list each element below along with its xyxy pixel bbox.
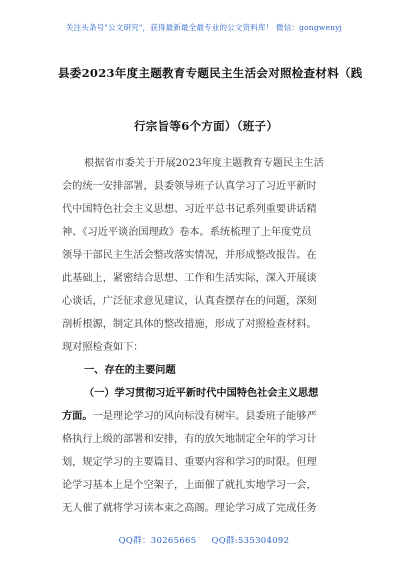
body-line: 领导干部民主生活会整改落实情况，并形成整改报告。在 <box>62 250 317 261</box>
subsection-paragraph <box>62 382 362 520</box>
body-line: 格执行上级的部署和安排，有的放矢地制定全年的学习计 <box>62 434 317 445</box>
body-line: 神、《习近平谈治国理政》卷本。系统梳理了上年度党员 <box>62 227 312 238</box>
body-line: 会的统一安排部署，县委领导班子认真学习了习近平新时 <box>62 181 317 192</box>
body-line <box>62 382 362 405</box>
body-line: 剖析根源，制定具体的整改措施，形成了对照检查材料。 <box>62 319 317 330</box>
document-body <box>62 152 362 520</box>
document-title-line-1: 县委2023年度主题教育专题民主生活会对照检查材料（践 <box>58 66 363 80</box>
footer-qq-group-1: QQ群：30265665 <box>118 536 197 546</box>
body-text: 一是理论学习的风向标没有树牢。县委班子能够严 <box>92 411 317 422</box>
footer-contact <box>0 534 408 546</box>
body-line: 现对照检查如下： <box>62 342 144 353</box>
body-line: 划，规定学习的主要篇目、重要内容和学习的时限。但理 <box>62 457 317 468</box>
body-line <box>62 405 362 428</box>
body-line: 论学习基本上是个空架子，上面催了就扎实地学习一会， <box>62 480 317 491</box>
body-line: 此基础上，紧密结合思想、工作和生活实际，深入开展谈 <box>62 273 317 284</box>
body-line: 无人催了就将学习读本束之高阁。理论学习成了完成任务 <box>62 503 317 514</box>
intro-paragraph <box>62 152 362 359</box>
body-line: 代中国特色社会主义思想、习近平总书记系列重要讲话精 <box>62 204 317 215</box>
body-line: 根据省市委关于开展2023年度主题教育专题民主生活 <box>84 158 324 169</box>
document-title-line-2: 行宗旨等6个方面）（班子） <box>134 119 279 133</box>
body-line: 心谈话，广泛征求意见建议，认真查摆存在的问题，深刻 <box>62 296 317 307</box>
section-heading-text: 一、存在的主要问题 <box>84 364 176 376</box>
subsection-heading: （一）学习贯彻习近平新时代中国特色社会主义思想 <box>84 387 319 399</box>
section-heading <box>62 359 362 382</box>
header-promo-note: 关注头条号"公文研究"，获得最新最全最专业的公文资料库！ 微信：gongwenyj <box>65 23 343 32</box>
subsection-heading-end: 方面。 <box>62 410 93 422</box>
footer-qq-group-2: QQ群:535304092 <box>211 536 290 546</box>
